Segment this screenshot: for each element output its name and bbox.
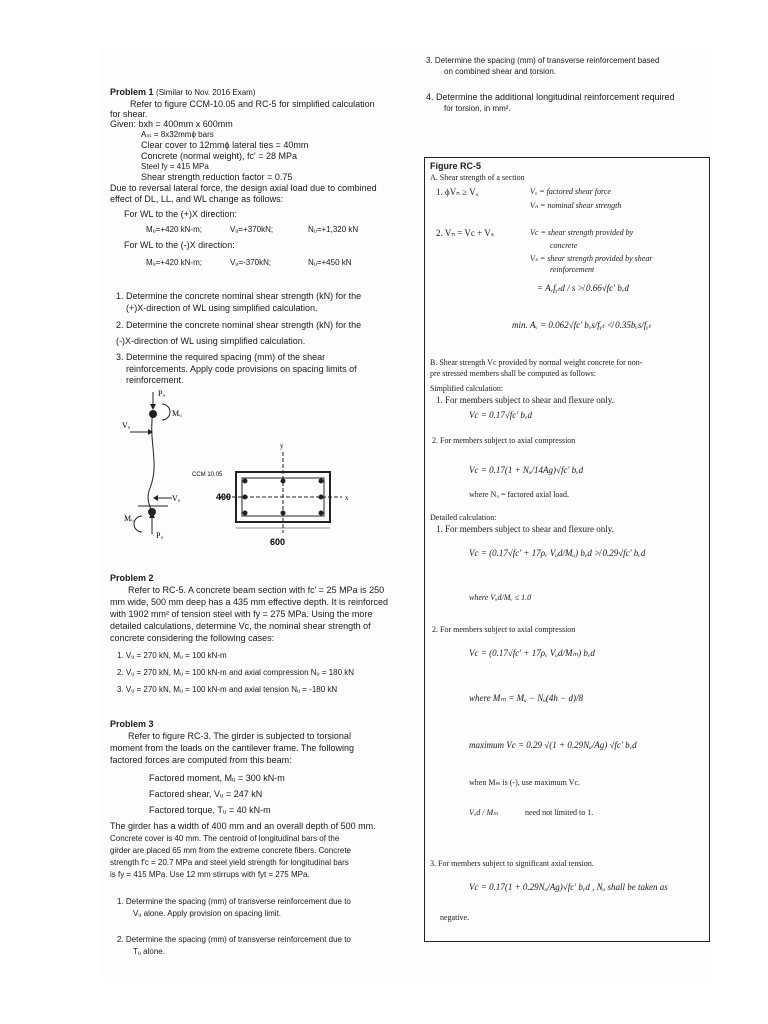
p2-c1: 1. Vᵤ = 270 kN, Mᵤ = 100 kN-m <box>117 651 227 660</box>
p1-ref2: for shear. <box>110 109 148 119</box>
rc5-d2max: maximum Vc = 0.29 √(1 + 0.29Nᵤ/Ag) √fc' bᵥd <box>469 740 637 750</box>
axis-y: y <box>280 442 284 450</box>
p2-l2: mm wide, 500 mm deep has a 435 mm effective depth. It is reinforced <box>110 597 388 607</box>
ccm-label: CCM 10.05 <box>192 472 223 478</box>
p3-l3: factored forces are computed from this beam: <box>110 755 292 765</box>
p3-l7: strength f'c = 20.7 MPa and steel yield strength for longitudinal bars <box>110 858 349 867</box>
p1-given: Given: bxh = 400mm x 600mm <box>110 119 233 129</box>
p1-q3c: reinforcement. <box>126 375 184 385</box>
p1-pos-n: Nᵤ=+1,320 kN <box>308 225 359 234</box>
rc5-d3eq: Vc = 0.17(1 + 0.29Nᵤ/Ag)√fc' bᵥd , Nᵤ shall be taken as <box>469 882 668 892</box>
p1-q3b: reinforcements. Apply code provisions on spacing limits of <box>126 364 357 374</box>
p1-wl-neg: For WL to the (-)X direction: <box>124 240 235 250</box>
figure-ccm-10-05 <box>120 388 360 548</box>
rc5-a1r2: Vₙ = nominal shear strength <box>530 201 622 210</box>
problem-1-title: Problem 1 <box>110 87 154 97</box>
rc5-a1r1: Vᵤ = factored shear force <box>530 187 611 196</box>
p1-neg-v: Vᵤ=-370kN; <box>230 258 272 267</box>
p1-ast: Aₛₜ = 8x32mmϕ bars <box>141 130 214 139</box>
rc5-s2w: where Nᵤ = factored axial load. <box>469 490 569 499</box>
rc5-a2r1: Vc = shear strength provided by <box>530 228 634 237</box>
p1-pos-m: Mᵤ=+420 kN-m; <box>146 225 202 234</box>
p1-neg-m: Mᵤ=+420 kN-m; <box>146 258 202 267</box>
p3-f1: Factored moment, Mᵤ = 300 kN-m <box>149 773 285 783</box>
p1-q1: 1. Determine the concrete nominal shear strength (kN) for the <box>116 291 362 301</box>
p1-q2: 2. Determine the concrete nominal shear strength (kN) for the <box>116 320 362 330</box>
rc5-det: Detailed calculation: <box>430 513 497 522</box>
p3-q2b: Tᵤ alone. <box>133 947 165 956</box>
rc5-d2lim: need not limited to 1. <box>525 808 594 817</box>
rc5-a2: 2. Vₙ = Vc + Vₛ <box>436 228 495 238</box>
problem-2-title: Problem 2 <box>110 573 154 583</box>
p1-neg-n: Nᵤ=+450 kN <box>308 258 352 267</box>
question-3-cont: on combined shear and torsion. <box>444 67 557 76</box>
rc5-vs-eq: = Aᵥfᵧₜd / s ≯ 0.66√fc' bᵥd <box>537 283 629 293</box>
p1-srf: Shear strength reduction factor = 0.75 <box>141 172 293 182</box>
p3-l6: girder are placed 65 mm from the extreme concrete fibers. Concrete <box>110 846 351 855</box>
p2-l5: concrete considering the following cases: <box>110 633 275 643</box>
rc5-simp: Simplified calculation: <box>430 384 504 393</box>
rc5-a2r3: Vₛ = shear strength provided by shear <box>530 254 653 263</box>
p3-f2: Factored shear, Vᵤ = 247 kN <box>149 789 263 799</box>
p2-c3: 3. Vᵤ = 270 kN, Mᵤ = 100 kN-m and axial tension Nᵤ = -180 kN <box>117 685 338 694</box>
question-3: 3. Determine the spacing (mm) of transverse reinforcement based <box>426 56 660 65</box>
rc5-d1eq: Vc = (0.17√fc' + 17ρᵥ Vᵤd/Mᵤ) bᵥd ≯ 0.29√fc' bᵥd <box>469 548 646 558</box>
rc5-d3: 3. For members subject to significant axial tension. <box>430 859 594 868</box>
rc5-a1: 1. ϕVₙ ≥ Vᵤ <box>436 187 479 197</box>
problem-1-note: (Similar to Nov. 2016 Exam) <box>156 88 256 97</box>
question-4-cont: for torsion, in mm². <box>444 104 511 113</box>
rc5-s2eq: Vc = 0.17(1 + Nᵤ/14Ag)√fc' bᵥd <box>469 465 584 475</box>
question-4: 4. Determine the additional longitudinal reinforcement required <box>426 92 675 102</box>
p1-wl-pos: For WL to the (+)X direction: <box>124 209 237 219</box>
rc5-d2: 2. For members subject to axial compression <box>432 625 576 634</box>
rc5-b2: pre stressed members shall be computed as follows: <box>430 369 596 378</box>
label-pu: Pᵤ <box>158 389 166 398</box>
p1-due: Due to reversal lateral force, the design axial load due to combined <box>110 183 377 193</box>
rc5-title: Figure RC-5 <box>430 161 482 171</box>
label-vu-top: Vᵤ <box>122 421 131 430</box>
problem-3-title: Problem 3 <box>110 719 154 729</box>
rc5-s1: 1. For members subject to shear and flexure only. <box>436 395 614 405</box>
p1-q2b: (-)X-direction of WL using simplified calculation. <box>116 336 306 346</box>
p1-due2: effect of DL, LL, and WL change as follows: <box>110 194 284 204</box>
rc5-d2neg: when Mₘ is (-), use maximum Vc. <box>469 778 581 787</box>
rc5-a2r2: concrete <box>550 241 578 250</box>
rc5-av-min: min. Aᵥ = 0.062√fc' bᵥs/fᵧₜ ≮ 0.35bᵥs/fᵧₜ <box>512 320 652 330</box>
rc5-s1eq: Vc = 0.17√fc' bᵥd <box>469 410 532 420</box>
label-mu-top: Mᵤ <box>172 409 182 418</box>
p1-q1b: (+)X-direction of WL using simplified calculation. <box>126 303 318 313</box>
p2-l1: Refer to RC-5. A concrete beam section with fc' = 25 MPa is 250 <box>128 585 385 595</box>
dim-width: 600 <box>270 537 286 547</box>
p3-l4: The girder has a width of 400 mm and an overall depth of 500 mm. <box>110 821 376 831</box>
p3-l2: moment from the loads on the cantilever frame. The following <box>110 743 354 753</box>
p1-cover: Clear cover to 12mmϕ lateral ties = 40mm <box>141 140 309 150</box>
rc5-d2eq: Vc = (0.17√fc' + 17ρᵥ Vᵤd/Mₘ) bᵥd <box>469 648 595 658</box>
label-vu-bottom: Vᵤ <box>172 494 181 503</box>
p3-f3: Factored torque, Tᵤ = 40 kN-m <box>149 805 271 815</box>
rc5-vud-mm: Vᵤd / Mₘ <box>469 808 499 817</box>
p2-c2: 2. Vᵤ = 270 kN, Mᵤ = 100 kN-m and axial compression Nᵤ = 180 kN <box>117 668 355 677</box>
p1-q3: 3. Determine the required spacing (mm) of the shear <box>116 352 326 362</box>
rc5-d1: 1. For members subject to shear and flexure only. <box>436 524 614 534</box>
p3-l8: is fy = 415 MPa. Use 12 mm stirrups with fyt = 275 MPa. <box>110 870 310 879</box>
p2-l3: with 1902 mm² of tension steel with fy = 275 MPa. Using the more <box>110 609 373 619</box>
label-pu-bottom: Pᵤ <box>156 531 164 540</box>
p1-ref: Refer to figure CCM-10.05 and RC-5 for simplified calculation <box>130 99 375 109</box>
label-mu-bottom: Mᵤ <box>124 514 134 523</box>
rc5-d3neg: negative. <box>440 913 470 922</box>
dim-height: 400 <box>216 492 232 502</box>
p3-q2: 2. Determine the spacing (mm) of transverse reinforcement due to <box>117 935 351 944</box>
rc5-d2w: where Mₘ = Mᵤ − Nᵤ(4h − d)/8 <box>469 693 584 703</box>
p3-q1b: Vᵤ alone. Apply provision on spacing limit. <box>133 909 282 918</box>
p1-concrete: Concrete (normal weight), fc' = 28 MPa <box>141 151 298 161</box>
rc5-d1w: where Vᵤd/Mᵤ ≤ 1.0 <box>469 593 532 602</box>
rc5-a2r4: reinforcement <box>550 265 595 274</box>
problem-1-heading <box>110 87 255 98</box>
rc5-b1: B. Shear strength Vc provided by normal weight concrete for non- <box>430 358 643 367</box>
rc5-a: A. Shear strength of a section <box>430 173 525 182</box>
axis-x: x <box>345 494 349 502</box>
p1-pos-v: Vᵤ=+370kN; <box>230 225 274 234</box>
p3-q1: 1. Determine the spacing (mm) of transverse reinforcement due to <box>117 897 351 906</box>
rc5-s2: 2. For members subject to axial compression <box>432 436 576 445</box>
p3-l5: Concrete cover is 40 mm. The centroid of longitudinal bars of the <box>110 834 340 843</box>
p3-l1: Refer to figure RC-3. The girder is subjected to torsional <box>128 731 351 741</box>
p1-steel: Steel fy = 415 MPa <box>141 162 209 171</box>
p2-l4: detailed calculations, determine Vc, the nominal shear strength of <box>110 621 371 631</box>
